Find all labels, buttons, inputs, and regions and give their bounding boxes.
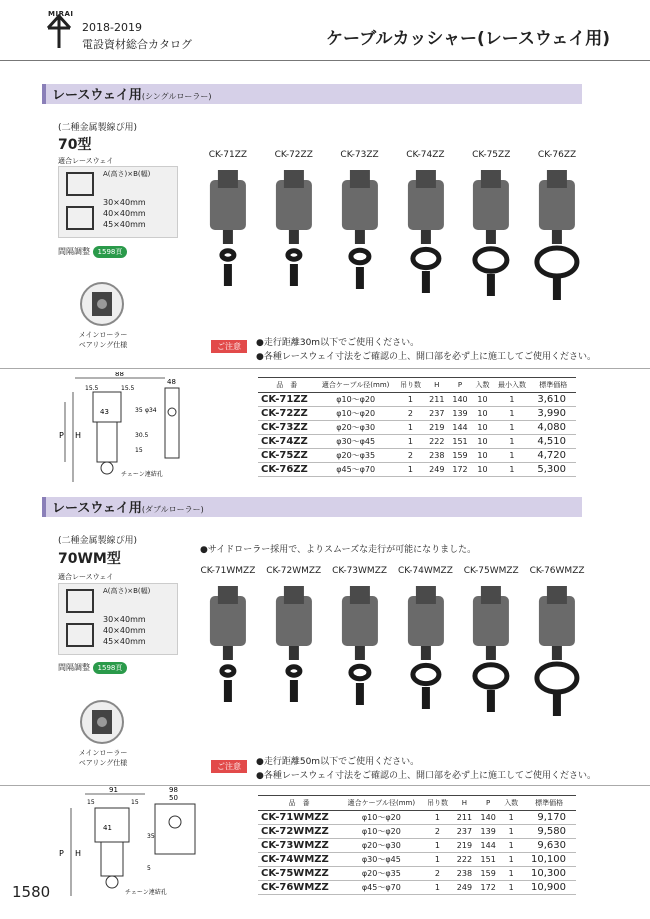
table-row: [258, 449, 576, 463]
table-cell: 1: [500, 881, 522, 895]
table-cell: 1: [500, 853, 522, 867]
table-cell: 144: [476, 839, 500, 853]
chain-hole-label: チェーン連結孔: [121, 471, 163, 478]
cable-hanger-icon: [327, 576, 393, 716]
section2-product-row: [195, 566, 590, 726]
table-cell: 4,080: [531, 421, 577, 435]
table-cell: 139: [448, 407, 471, 421]
table-cell: 10: [472, 421, 494, 435]
table-cell: 237: [453, 825, 477, 839]
section1-size-list: [103, 197, 146, 230]
section2-type-name: 70WM型: [58, 551, 121, 567]
roller-label-line2: ベアリング仕様: [78, 341, 128, 349]
mirai-logo-icon: [44, 14, 74, 50]
roller-icon: [82, 702, 122, 742]
table-cell: 9,170: [522, 811, 576, 825]
table-cell: 9,630: [522, 839, 576, 853]
product-model-label: CK-74WMZZ: [397, 566, 453, 576]
dim-width: 88: [115, 372, 124, 378]
dim-h-label: H: [75, 849, 82, 858]
cable-hanger-icon: [393, 160, 459, 300]
section1-product-row: [195, 150, 590, 310]
table-cell: 211: [453, 811, 477, 825]
table-header-cell: 標準価格: [531, 378, 577, 393]
product-model-label: CK-76ZZ: [537, 150, 577, 160]
dim-c: 48: [167, 378, 176, 386]
cable-hanger-icon: [261, 160, 327, 300]
table-cell: 144: [448, 421, 471, 435]
table-cell: φ20〜φ30: [340, 839, 422, 853]
page-number: 1580: [12, 883, 51, 901]
section2-subtitle: (ダブルローラー): [141, 505, 204, 514]
product-model-label: CK-73ZZ: [340, 150, 379, 160]
section1-raceway-label: 適合レースウェイ: [58, 157, 114, 165]
table-cell: 10: [472, 449, 494, 463]
product-card: [327, 150, 393, 304]
dim-h: 15: [135, 447, 143, 454]
size-item: 30×40mm: [103, 615, 146, 624]
table-cell: 139: [476, 825, 500, 839]
note-item: ●各種レースウェイ寸法をご確認の上、開口部を必ず上に施工してご使用ください。: [256, 771, 597, 781]
table-cell: φ10〜φ20: [340, 811, 422, 825]
cable-hanger-icon: [327, 160, 393, 300]
table-header-cell: 吊り数: [396, 378, 425, 393]
table-cell: 10: [472, 435, 494, 449]
table-cell: 1: [493, 463, 530, 477]
table-cell: 1: [500, 867, 522, 881]
table-cell: 1: [422, 811, 452, 825]
table-cell: 222: [425, 435, 448, 449]
table-cell: 237: [425, 407, 448, 421]
table-cell: 140: [476, 811, 500, 825]
table-cell: CK-73ZZ: [258, 421, 316, 435]
section1-roller-label: [66, 330, 140, 350]
section2-feature: ●サイドローラー採用で、よりスムーズな走行が可能になりました。: [200, 545, 477, 555]
product-card: [393, 150, 459, 304]
product-card: [458, 150, 524, 304]
cable-hanger-icon: [458, 576, 524, 716]
dim-d: 43: [100, 408, 109, 416]
table-header-cell: P: [448, 378, 471, 393]
section1-dim-label: A(高さ)×B(幅): [103, 170, 151, 178]
catalog-name: 電設資材総合カタログ: [82, 38, 192, 51]
table-cell: φ30〜φ45: [340, 853, 422, 867]
table-header-cell: 標準価格: [522, 796, 576, 811]
table-cell: 1: [396, 393, 425, 407]
table-cell: 1: [396, 421, 425, 435]
dim-c: 98: [169, 786, 178, 794]
page-title: ケーブルカッシャー(レースウェイ用): [326, 29, 610, 49]
table-cell: 1: [493, 393, 530, 407]
table-cell: CK-75WMZZ: [258, 867, 340, 881]
table-cell: φ20〜φ35: [340, 867, 422, 881]
section1-notice-badge: ご注意: [211, 340, 247, 353]
product-card: [327, 566, 393, 720]
dim-f: φ34: [145, 407, 157, 414]
cable-hanger-icon: [195, 160, 261, 300]
table-cell: 172: [476, 881, 500, 895]
table-header-cell: 最小入数: [493, 378, 530, 393]
roller-label-line1: メインローラー: [78, 331, 128, 339]
table-cell: 1: [396, 435, 425, 449]
section1-rule: [0, 368, 650, 369]
dim-a: 15: [87, 799, 95, 806]
product-card: [195, 566, 261, 720]
table-cell: 10: [472, 407, 494, 421]
table-cell: 1: [493, 449, 530, 463]
table-row: [258, 825, 576, 839]
section2-size-list: [103, 614, 146, 647]
section2-dim-label: A(高さ)×B(幅): [103, 587, 151, 595]
table-cell: φ30〜φ45: [316, 435, 396, 449]
table-header-cell: 品 番: [258, 378, 316, 393]
spacing-ref-badge[interactable]: 1598頁: [93, 662, 128, 674]
table-cell: CK-73WMZZ: [258, 839, 340, 853]
table-header-cell: H: [453, 796, 477, 811]
section2-raceway-box: [58, 583, 178, 655]
product-card: [524, 150, 590, 304]
table-cell: 1: [422, 853, 452, 867]
raceway-profile-icon: [61, 584, 101, 654]
section1-type-name: 70型: [58, 137, 92, 153]
table-cell: CK-72ZZ: [258, 407, 316, 421]
product-card: [458, 566, 524, 720]
table-cell: 238: [425, 449, 448, 463]
dim-h-label: H: [75, 431, 82, 440]
table-cell: CK-72WMZZ: [258, 825, 340, 839]
section2-raceway-label: 適合レースウェイ: [58, 573, 114, 581]
table-cell: 10: [472, 463, 494, 477]
section1-spec-table: [258, 377, 576, 477]
table-cell: 2: [396, 449, 425, 463]
dim-b: 15: [131, 799, 139, 806]
table-cell: 3,990: [531, 407, 577, 421]
table-cell: 219: [425, 421, 448, 435]
section2-dimension-drawing: [55, 786, 205, 906]
table-cell: 172: [448, 463, 471, 477]
table-cell: 2: [422, 867, 452, 881]
size-item: 45×40mm: [103, 220, 146, 229]
section2-bar: [42, 497, 582, 517]
table-row: [258, 811, 576, 825]
size-item: 40×40mm: [103, 626, 146, 635]
product-card: [524, 566, 590, 720]
table-cell: φ20〜φ35: [316, 449, 396, 463]
header-divider: [0, 60, 650, 61]
product-card: [261, 150, 327, 304]
product-model-label: CK-76WMZZ: [529, 566, 585, 576]
table-cell: 151: [448, 435, 471, 449]
table-cell: 10,300: [522, 867, 576, 881]
dim-f: 35: [147, 833, 155, 840]
table-cell: CK-71WMZZ: [258, 811, 340, 825]
table-cell: 10,100: [522, 853, 576, 867]
table-cell: φ45〜φ70: [316, 463, 396, 477]
table-row: [258, 853, 576, 867]
size-item: 30×40mm: [103, 198, 146, 207]
cable-hanger-icon: [195, 576, 261, 716]
product-model-label: CK-75WMZZ: [463, 566, 519, 576]
section2-spec-table: [258, 795, 576, 895]
size-item: 40×40mm: [103, 209, 146, 218]
dim-g: 30.5: [135, 432, 149, 439]
note-item: ●各種レースウェイ寸法をご確認の上、開口部を必ず上に施工してご使用ください。: [256, 352, 597, 362]
section2-title: レースウェイ用: [52, 501, 142, 516]
table-cell: 5,300: [531, 463, 577, 477]
table-header-cell: 適合ケーブル径(mm): [316, 378, 396, 393]
section1-raceway-box: [58, 166, 178, 238]
dim-p-label: P: [59, 431, 64, 440]
table-cell: CK-76WMZZ: [258, 881, 340, 895]
product-model-label: CK-73WMZZ: [332, 566, 388, 576]
table-cell: 159: [476, 867, 500, 881]
section1-material-note: (二種金属製線ぴ用): [58, 123, 138, 133]
table-cell: 222: [453, 853, 477, 867]
dim-g: 5: [147, 865, 151, 872]
product-card: [393, 566, 459, 720]
chain-hole-label: チェーン連結孔: [125, 889, 167, 896]
table-cell: 159: [448, 449, 471, 463]
product-model-label: CK-75ZZ: [472, 150, 511, 160]
table-row: [258, 867, 576, 881]
table-row: [258, 421, 576, 435]
product-model-label: CK-72ZZ: [274, 150, 313, 160]
table-cell: CK-75ZZ: [258, 449, 316, 463]
table-cell: 2: [422, 825, 452, 839]
catalog-year: 2018-2019: [82, 21, 142, 34]
dim-d: 50: [169, 794, 178, 802]
table-row: [258, 435, 576, 449]
table-header-cell: 品 番: [258, 796, 340, 811]
section2-notice-badge: ご注意: [211, 760, 247, 773]
raceway-profile-icon: [61, 167, 101, 237]
product-model-label: CK-72WMZZ: [266, 566, 322, 576]
product-card: [261, 566, 327, 720]
roller-detail-image: [80, 700, 124, 744]
table-cell: 1: [493, 435, 530, 449]
dim-width: 91: [109, 786, 118, 794]
table-cell: φ20〜φ30: [316, 421, 396, 435]
dim-a: 15.5: [85, 385, 99, 392]
product-model-label: CK-71WMZZ: [200, 566, 256, 576]
cable-hanger-icon: [458, 160, 524, 300]
table-header-cell: 入数: [500, 796, 522, 811]
section2-roller-label: [66, 748, 140, 768]
table-cell: CK-71ZZ: [258, 393, 316, 407]
table-row: [258, 393, 576, 407]
table-cell: 10: [472, 393, 494, 407]
table-cell: CK-76ZZ: [258, 463, 316, 477]
size-item: 45×40mm: [103, 637, 146, 646]
table-cell: 1: [396, 463, 425, 477]
table-cell: φ10〜φ20: [340, 825, 422, 839]
table-cell: 4,510: [531, 435, 577, 449]
spacing-ref-badge[interactable]: 1598頁: [93, 246, 128, 258]
cable-hanger-icon: [393, 576, 459, 716]
dim-p-label: P: [59, 849, 64, 858]
table-header-cell: 適合ケーブル径(mm): [340, 796, 422, 811]
dim-e: 35: [135, 407, 143, 414]
dim-b: 15.5: [121, 385, 135, 392]
section2-material-note: (二種金属製線ぴ用): [58, 536, 138, 546]
table-cell: 10,900: [522, 881, 576, 895]
table-cell: 211: [425, 393, 448, 407]
table-row: [258, 463, 576, 477]
table-cell: 238: [453, 867, 477, 881]
table-cell: 2: [396, 407, 425, 421]
table-cell: 1: [422, 881, 452, 895]
table-cell: 1: [422, 839, 452, 853]
section1-title: レースウェイ用: [52, 88, 142, 103]
section1-dimension-drawing: [55, 372, 205, 492]
cable-hanger-icon: [524, 576, 590, 716]
table-cell: 4,720: [531, 449, 577, 463]
section2-spacing: [58, 662, 127, 674]
table-row: [258, 839, 576, 853]
product-card: [195, 150, 261, 304]
table-cell: 1: [493, 421, 530, 435]
spacing-label: 間隔調整: [58, 663, 90, 672]
brand-text: MIRAI: [48, 10, 74, 18]
table-header-cell: 吊り数: [422, 796, 452, 811]
table-cell: 249: [453, 881, 477, 895]
table-cell: 3,610: [531, 393, 577, 407]
table-cell: 151: [476, 853, 500, 867]
note-item: ●走行距離30m以下でご使用ください。: [256, 338, 420, 348]
section1-bar: [42, 84, 582, 104]
table-cell: 219: [453, 839, 477, 853]
roller-label-line2: ベアリング仕様: [78, 759, 128, 767]
roller-label-line1: メインローラー: [78, 749, 128, 757]
table-row: [258, 881, 576, 895]
table-header-cell: P: [476, 796, 500, 811]
table-cell: 1: [500, 839, 522, 853]
spacing-label: 間隔調整: [58, 247, 90, 256]
table-cell: CK-74WMZZ: [258, 853, 340, 867]
table-header-cell: H: [425, 378, 448, 393]
table-cell: φ10〜φ20: [316, 393, 396, 407]
product-model-label: CK-71ZZ: [208, 150, 248, 160]
section2-notes: [256, 755, 596, 783]
dim-e: 41: [103, 824, 112, 832]
table-cell: φ10〜φ20: [316, 407, 396, 421]
cable-hanger-icon: [524, 160, 590, 300]
table-cell: φ45〜φ70: [340, 881, 422, 895]
roller-detail-image: [80, 282, 124, 326]
table-cell: 1: [500, 825, 522, 839]
table-cell: 249: [425, 463, 448, 477]
table-cell: 140: [448, 393, 471, 407]
table-row: [258, 407, 576, 421]
table-cell: 9,580: [522, 825, 576, 839]
roller-icon: [82, 284, 122, 324]
note-item: ●走行距離50m以下でご使用ください。: [256, 757, 420, 767]
section1-notes: [256, 336, 596, 364]
product-model-label: CK-74ZZ: [406, 150, 445, 160]
cable-hanger-icon: [261, 576, 327, 716]
section1-spacing: [58, 246, 127, 258]
table-cell: 1: [493, 407, 530, 421]
table-cell: 1: [500, 811, 522, 825]
table-cell: CK-74ZZ: [258, 435, 316, 449]
section1-subtitle: (シングルローラー): [141, 92, 212, 101]
table-header-cell: 入数: [472, 378, 494, 393]
